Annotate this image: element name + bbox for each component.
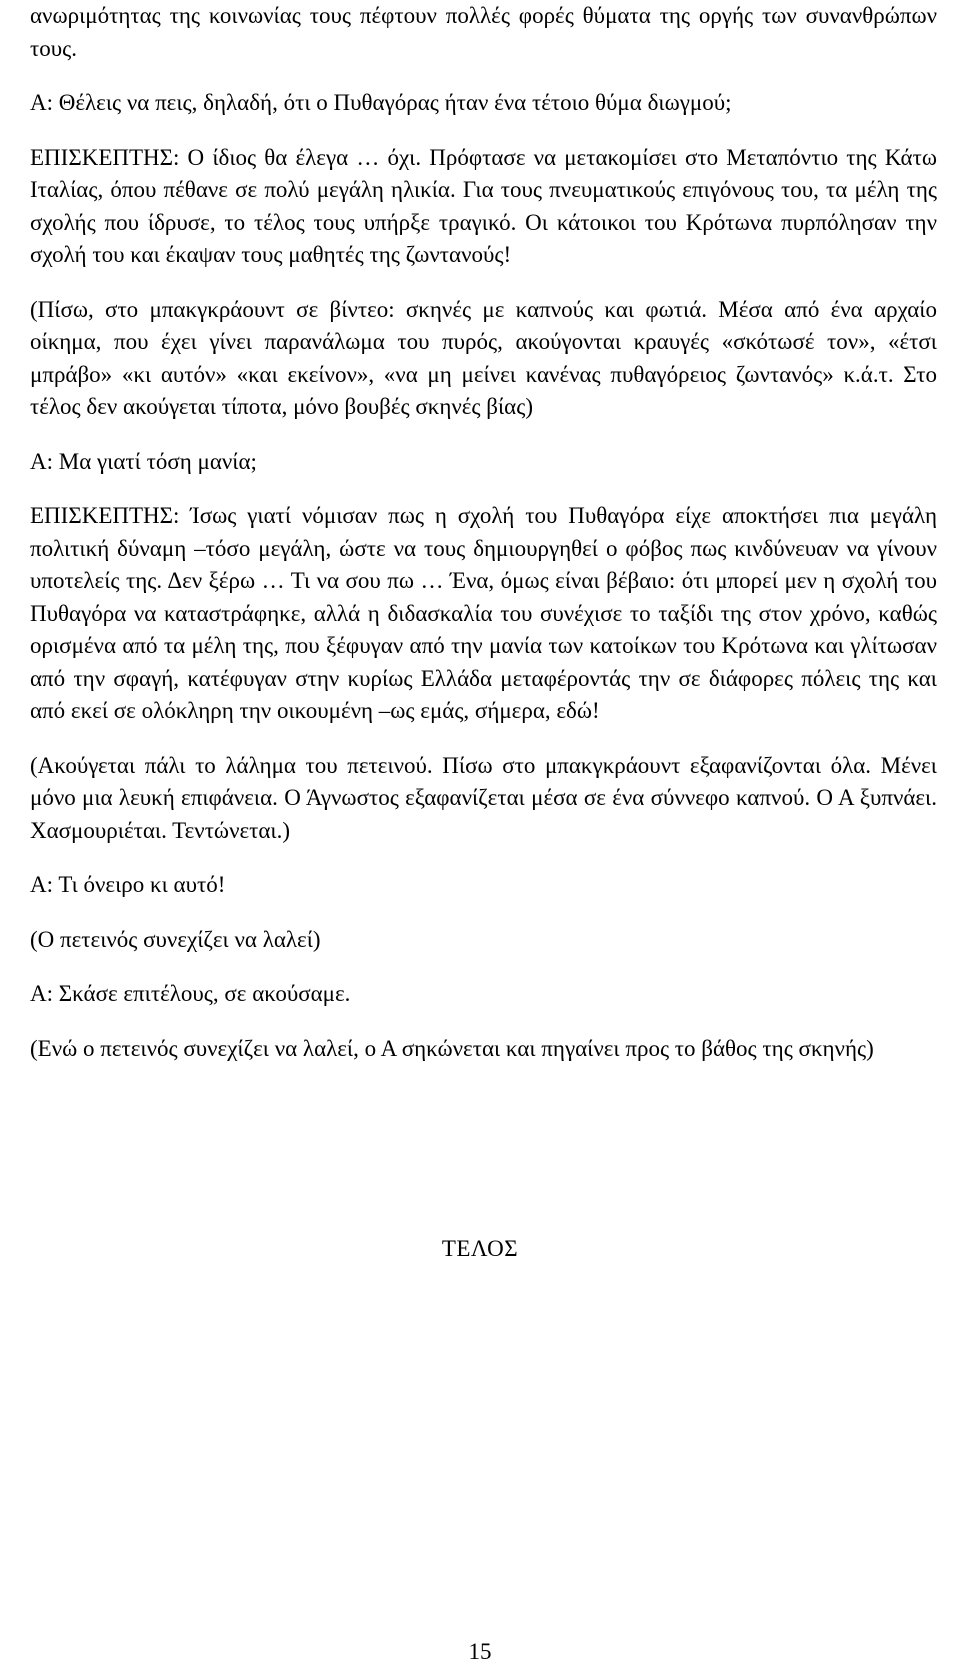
paragraph-7: (Ακούγεται πάλι το λάλημα του πετεινού. Πίσω στο μπακγκράουντ εξαφανίζονται όλα. Μένει μόνο μια λευκή επιφάνεια. Ο Άγνωστος εξαφανίζεται μέσα σε ένα σύννεφο καπνού. Ο Α ξυπνάει. Χασμουριέται. Τεντώνεται.)	[30, 752, 937, 843]
paragraph-3: ΕΠΙΣΚΕΠΤΗΣ: Ο ίδιος θα έλεγα … όχι. Πρόφτασε να μετακομίσει στο Μεταπόντιο της Κάτω Ιταλίας, όπου πέθανε σε πολύ μεγάλη ηλικία. Για τους πνευματικούς επιγόνους του, τα μέλη της σχολής που ίδρυσε, το τέλος τους υπήρξε τραγικό. Οι κάτοικοι του Κρότωνα πυρπόλησαν την σχολή του και έκαψαν τους μαθητές της ζωντανούς!	[30, 144, 937, 267]
paragraph-5: Α: Μα γιατί τόση μανία;	[30, 448, 257, 474]
paragraph-4: (Πίσω, στο μπακγκράουντ σε βίντεο: σκηνές με καπνούς και φωτιά. Μέσα από ένα αρχαίο οίκημα, που έχει γίνει παρανάλωμα του πυρός, ακούγονται κραυγές «σκότωσέ τον», «έτσι μπράβο» «κι αυτόν» «και εκείνον», «να μη μείνει κανένας πυθαγόρειος ζωντανός» κ.ά.τ. Στο τέλος δεν ακούγεται τίποτα, μόνο βουβές σκηνές βίας)	[30, 296, 937, 419]
paragraph-1: ανωριμότητας της κοινωνίας τους πέφτουν πολλές φορές θύματα της οργής των συνανθρώπων τους.	[30, 3, 937, 61]
end-title: ΤΕΛΟΣ	[441, 1236, 519, 1261]
page-body	[30, 0, 937, 1087]
paragraph-2: Α: Θέλεις να πεις, δηλαδή, ότι ο Πυθαγόρας ήταν ένα τέτοιο θύμα διωγμού;	[30, 90, 732, 115]
paragraph-8: Α: Τι όνειρο κι αυτό!	[30, 872, 226, 897]
paragraph-10: Α: Σκάσε επιτέλους, σε ακούσαμε.	[30, 981, 351, 1006]
paragraph-11: (Ενώ ο πετεινός συνεχίζει να λαλεί, ο Α σηκώνεται και πηγαίνει προς το βάθος της σκηνής)	[30, 1035, 874, 1061]
paragraph-6: ΕΠΙΣΚΕΠΤΗΣ: Ίσως γιατί νόμισαν πως η σχολή του Πυθαγόρα είχε αποκτήσει πια μεγάλη πολιτική δύναμη –τόσο μεγάλη, ώστε να τους δημιουργηθεί ο φόβος πως κινδύνευαν να γίνουν υποτελείς της. Δεν ξέρω … Τι να σου πω … Ένα, όμως είναι βέβαιο: ότι μπορεί μεν η σχολή του Πυθαγόρα να καταστράφηκε, αλλά η διδασκαλία του συνέχισε το ταξίδι της στον χρόνο, καθώς ορισμένα από τα μέλη της, που ξέφυγαν από την μανία των κατοίκων του Κρότωνα και γλίτωσαν από την σφαγή, κατέφυγαν στην κυρίως Ελλάδα μεταφέροντάς την σε διάφορες πόλεις της και από εκεί σε ολόκληρη την οικουμένη –ως εμάς, σήμερα, εδώ!	[30, 503, 937, 723]
paragraph-9: (Ο πετεινός συνεχίζει να λαλεί)	[30, 926, 321, 952]
page-number: 15	[468, 1639, 492, 1664]
